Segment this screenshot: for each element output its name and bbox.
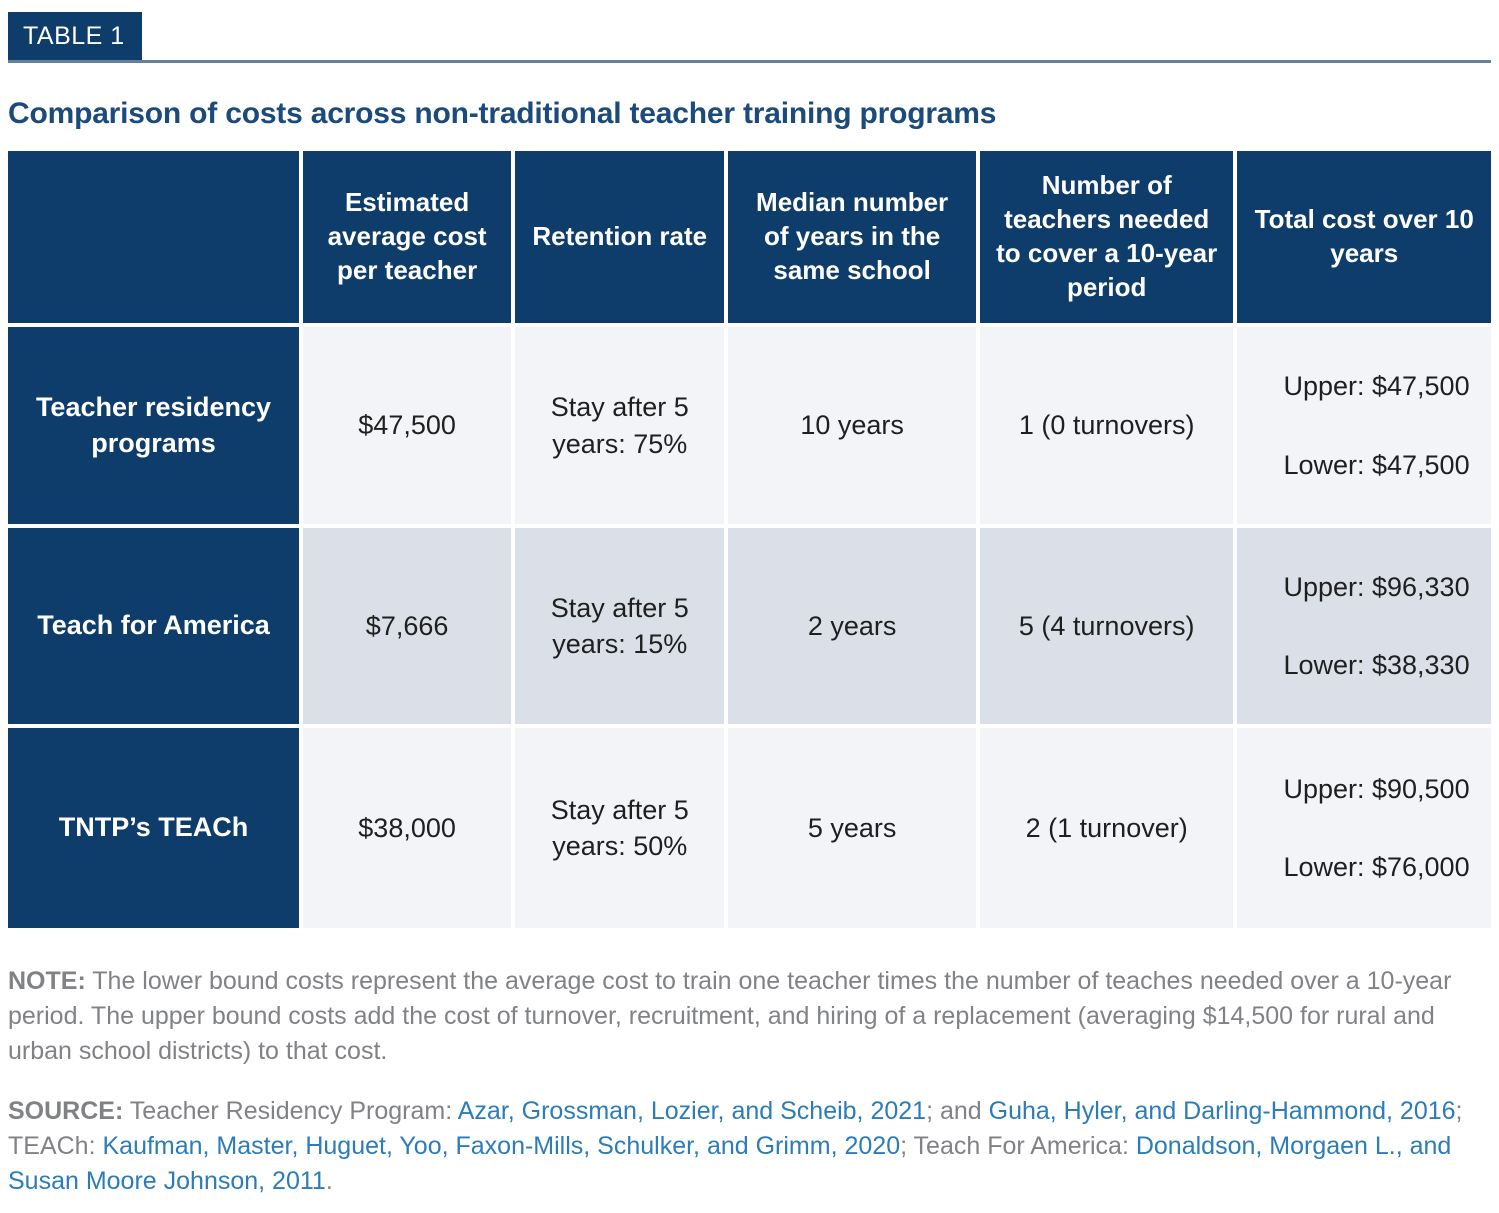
total-lower-value: Lower: $47,500	[1283, 449, 1470, 480]
note-label: NOTE:	[8, 967, 86, 995]
source-link-azar-2021[interactable]: Azar, Grossman, Lozier, and Scheib, 2021	[457, 1097, 927, 1125]
header-cell-empty	[8, 151, 299, 323]
row-label-teach-for-america: Teach for America	[8, 528, 299, 724]
page-title: Comparison of costs across non-traditional teacher training programs	[8, 97, 997, 130]
source-text: .	[325, 1167, 333, 1195]
cell-residency-total-cost	[1237, 327, 1491, 524]
cell-residency-median-years: 10 years	[728, 327, 976, 524]
row-label-tntp-teach: TNTP’s TEACh	[8, 728, 299, 928]
table-note	[8, 964, 1490, 1069]
cell-tfa-median-years: 2 years	[728, 528, 976, 724]
header-cell-retention: Retention rate	[515, 151, 724, 323]
total-lower-value: Lower: $38,330	[1283, 650, 1470, 680]
source-link-guha-2016[interactable]: Guha, Hyler, and Darling-Hammond, 2016	[988, 1097, 1456, 1125]
cell-residency-retention: Stay after 5 years: 75%	[515, 327, 724, 524]
total-upper-value: Upper: $90,500	[1283, 773, 1470, 804]
cell-tntp-teachers-needed: 2 (1 turnover)	[980, 728, 1234, 928]
cell-residency-teachers-needed: 1 (0 turnovers)	[980, 327, 1234, 524]
cell-tfa-avg-cost: $7,666	[303, 528, 511, 724]
cell-tntp-retention: Stay after 5 years: 50%	[515, 728, 724, 928]
cell-tntp-total-cost	[1237, 728, 1491, 928]
total-upper-value: Upper: $96,330	[1283, 571, 1470, 602]
total-upper-value: Upper: $47,500	[1283, 371, 1470, 402]
cell-tntp-median-years: 5 years	[728, 728, 976, 928]
header-cell-median-years: Median number of years in the same school	[728, 151, 976, 323]
table-source	[8, 1094, 1490, 1199]
header-cell-teachers-needed: Number of teachers needed to cover a 10-year period	[980, 151, 1234, 323]
total-lower-value: Lower: $76,000	[1283, 852, 1470, 882]
source-text: Teacher Residency Program:	[123, 1097, 458, 1125]
cell-residency-avg-cost: $47,500	[303, 327, 511, 524]
table-badge-rule	[8, 12, 1491, 63]
cell-tntp-avg-cost: $38,000	[303, 728, 511, 928]
cell-tfa-total-cost	[1237, 528, 1491, 724]
source-text: ; TEACh:	[8, 1097, 1463, 1160]
source-label: SOURCE:	[8, 1097, 124, 1125]
cell-tfa-retention: Stay after 5 years: 15%	[515, 528, 724, 724]
source-text: ; and	[926, 1097, 989, 1125]
source-link-donaldson-2011[interactable]: Donaldson, Morgaen L., and Susan Moore Johnson, 2011	[8, 1132, 1452, 1195]
header-cell-avg-cost: Estimated average cost per teacher	[303, 151, 511, 323]
cost-comparison-table	[8, 151, 1491, 928]
header-cell-total-cost: Total cost over 10 years	[1237, 151, 1491, 323]
source-text: ; Teach For America:	[900, 1132, 1136, 1160]
row-label-teacher-residency: Teacher residency programs	[8, 327, 299, 524]
source-link-kaufman-2020[interactable]: Kaufman, Master, Huguet, Yoo, Faxon-Mills, Schulker, and Grimm, 2020	[102, 1132, 901, 1160]
note-text: The lower bound costs represent the average cost to train one teacher times the number of teaches needed over a 10-year period. The upper bound costs add the cost of turnover, recruitment, and hiring of a replacement (averaging $14,500 for rural and urban school districts) to that cost.	[8, 967, 1452, 1065]
cell-tfa-teachers-needed: 5 (4 turnovers)	[980, 528, 1234, 724]
table-number-badge: TABLE 1	[8, 12, 142, 60]
